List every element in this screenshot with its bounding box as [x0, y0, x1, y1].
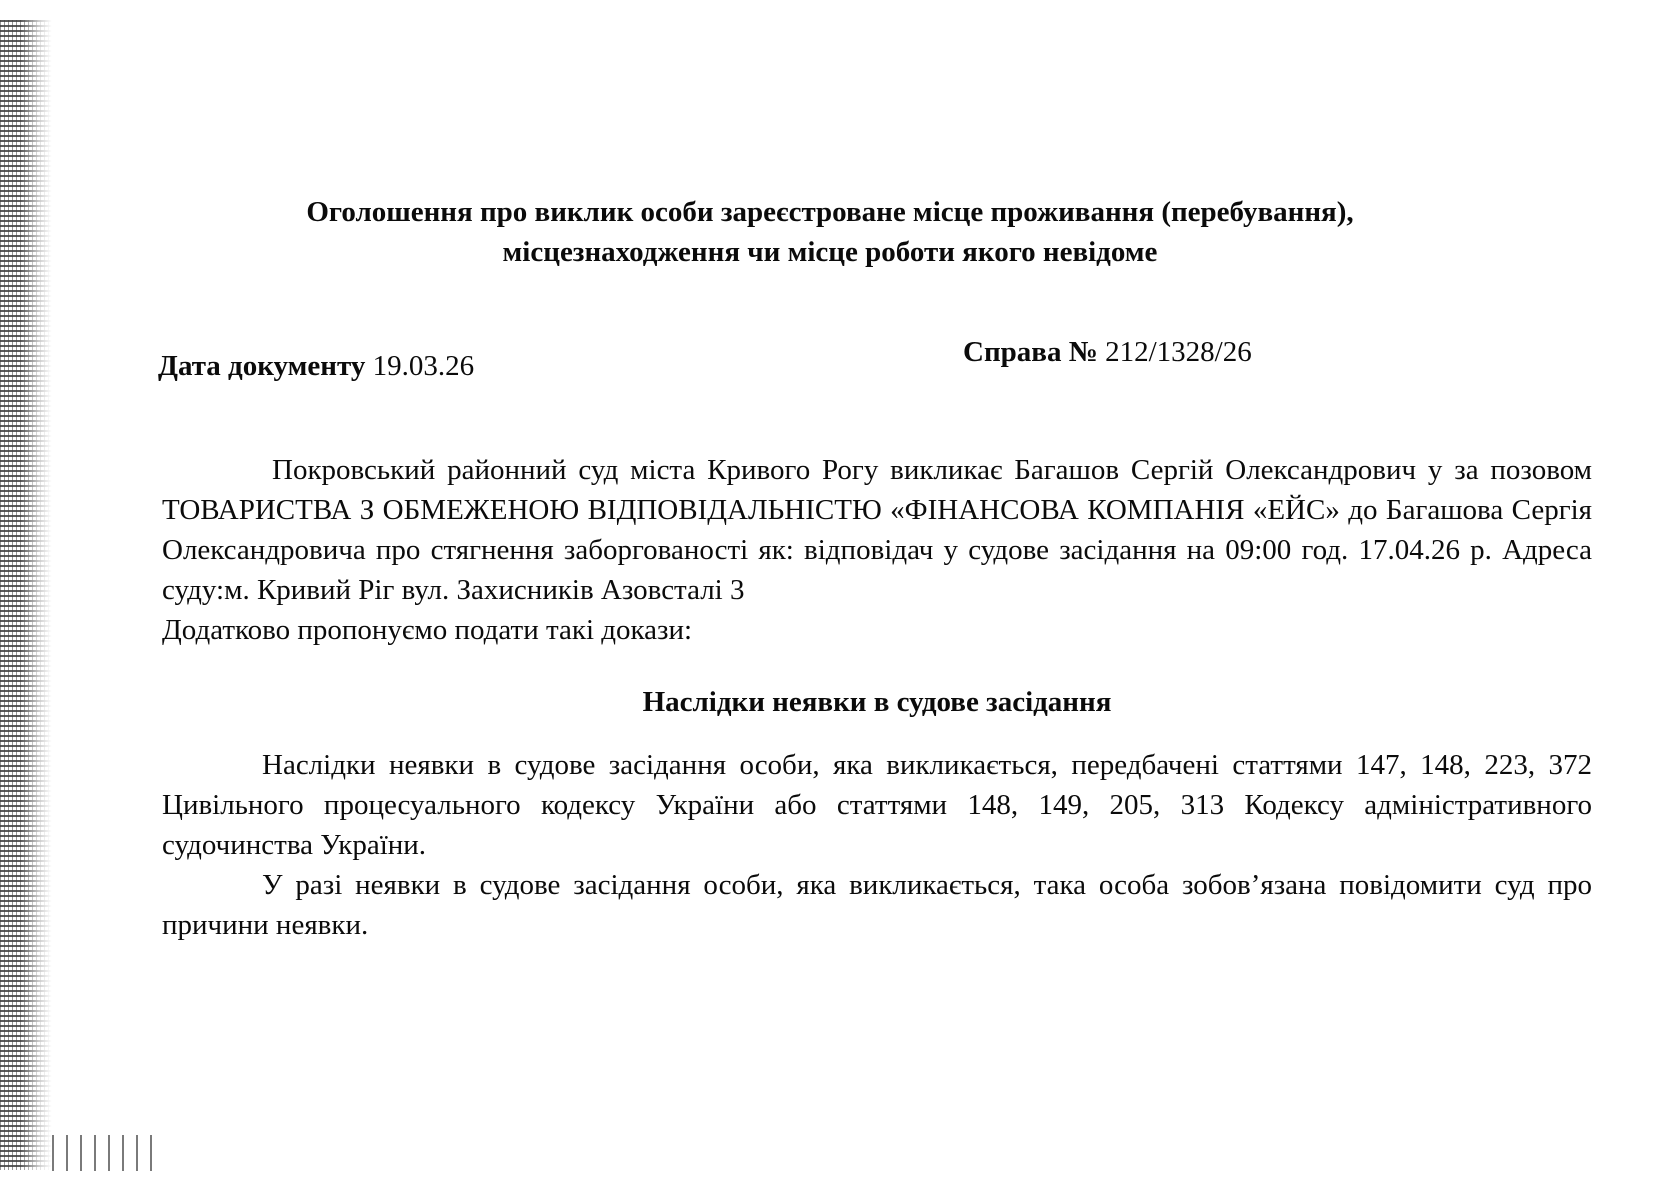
date-value: 19.03.26	[372, 350, 475, 382]
summons-section	[162, 450, 1592, 650]
document-title	[180, 192, 1480, 272]
title-line-1: Оголошення про виклик особи зареєстроване місце проживання (перебування),	[306, 196, 1354, 228]
case-number	[963, 336, 1252, 369]
notification-paragraph: У разі неявки в судове засідання особи, яка викликається, така особа зобов’язана повідомити суд про причини неявки.	[162, 869, 1592, 941]
document-date	[158, 350, 474, 383]
case-value: 212/1328/26	[1105, 336, 1252, 368]
evidence-request: Додатково пропонуємо подати такі докази:	[162, 614, 693, 646]
consequences-section	[162, 745, 1592, 945]
scan-edge-lines-artifact	[52, 1135, 152, 1171]
consequences-heading: Наслідки неявки в судове засідання	[642, 686, 1112, 718]
title-line-2: місцезнаходження чи місце роботи якого невідоме	[502, 236, 1158, 268]
scan-edge-artifact	[0, 20, 52, 1170]
summons-paragraph: Покровський районний суд міста Кривого Рогу викликає Багашов Сергій Олександрович у за позовом ТОВАРИСТВА З ОБМЕЖЕНОЮ ВІДПОВІДАЛЬНІСТЮ «ФІНАНСОВА КОМПАНІЯ «ЕЙС» до Багашова Сергія Олександровича про стягнення заборгованості як: відповідач у судове засідання на 09:00 год. 17.04.26 р. Адреса суду:м. Кривий Ріг вул. Захисників Азовсталі 3	[162, 454, 1592, 606]
date-label: Дата документу	[158, 350, 366, 382]
consequences-paragraph: Наслідки неявки в судове засідання особи, яка викликається, передбачені статтями 147, 148, 223, 372 Цивільного процесуального кодексу України або статтями 148, 149, 205, 313 Кодексу адміністративного судочинства України.	[162, 749, 1592, 861]
case-label: Справа №	[963, 336, 1098, 368]
